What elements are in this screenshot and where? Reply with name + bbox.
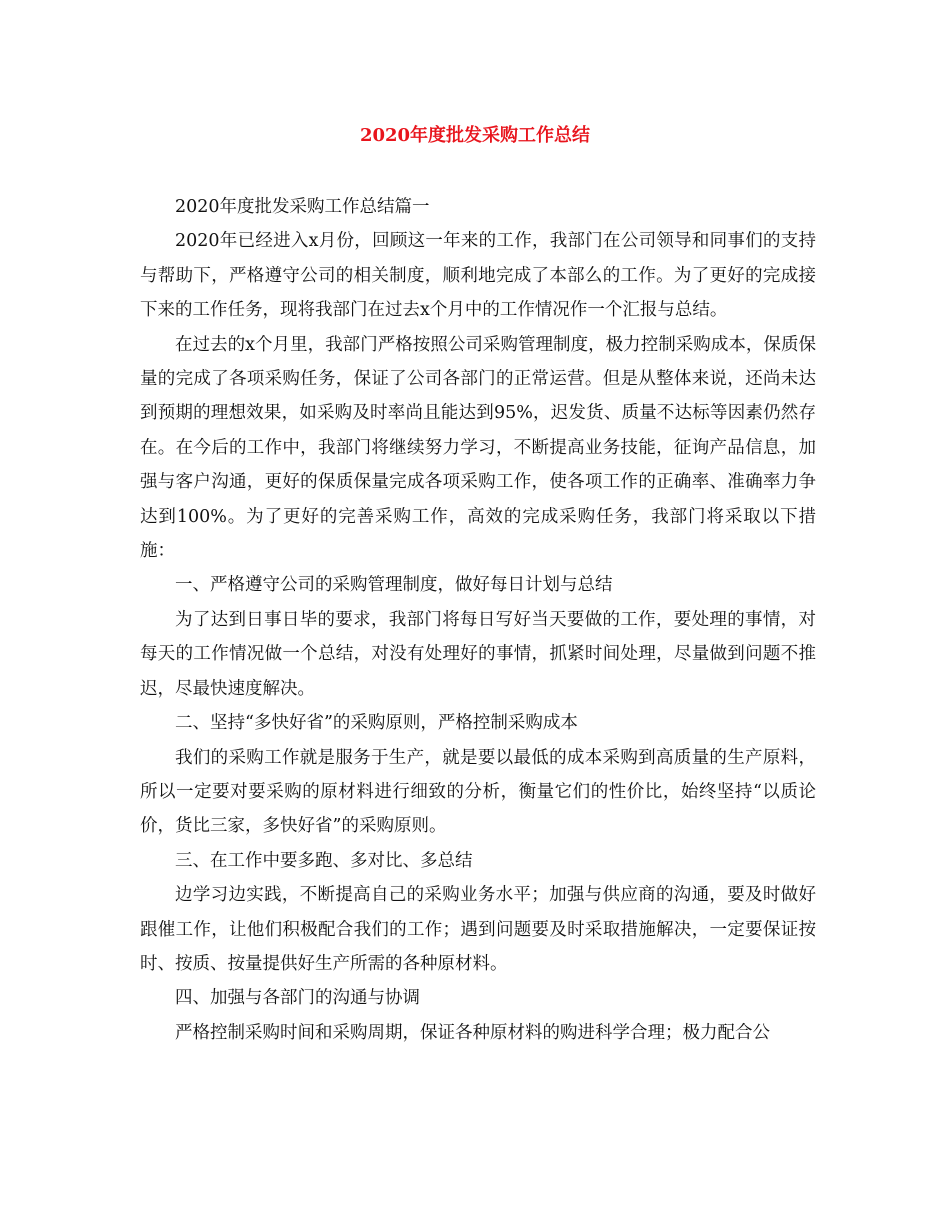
measure-heading: 一、严格遵守公司的采购管理制度，做好每日计划与总结 — [175, 575, 613, 596]
document-title: 2020年度批发采购工作总结 — [359, 125, 591, 146]
body-paragraph: 2020年已经进入x月份，回顾这一年来的工作，我部门在公司领导和同事们的支持与帮助下，严格遵守公司的相关制度，顺利地完成了本部么的工作。为了更好的完成接下来的工作任务，现将我部门在过去x个月中的工作情况作一个汇报与总结。 — [140, 231, 816, 321]
document-body — [140, 190, 816, 1050]
body-paragraph: 我们的采购工作就是服务于生产，就是要以最低的成本采购到高质量的生产原料，所以一定要对要采购的原材料进行细致的分析，衡量它们的性价比，始终坚持“以质论价，货比三家，多快好省”的采购原则。 — [140, 747, 816, 837]
body-paragraph: 在过去的x个月里，我部门严格按照公司采购管理制度，极力控制采购成本，保质保量的完成了各项采购任务，保证了公司各部门的正常运营。但是从整体来说，还尚未达到预期的理想效果，如采购及时率尚且能达到95%，迟发货、质量不达标等因素仍然存在。在今后的工作中，我部门将继续努力学习，不断提高业务技能，征询产品信息，加强与客户沟通，更好的保质保量完成各项采购工作，使各项工作的正确率、准确率力争达到100%。为了更好的完善采购工作，高效的完成采购任务，我部门将采取以下措施： — [140, 334, 816, 562]
measure-heading: 二、坚持“多快好省”的采购原则，严格控制采购成本 — [175, 713, 578, 734]
section-heading: 2020年度批发采购工作总结篇一 — [175, 197, 430, 217]
body-paragraph: 为了达到日事日毕的要求，我部门将每日写好当天要做的工作，要处理的事情，对每天的工作情况做一个总结，对没有处理好的事情，抓紧时间处理，尽量做到问题不推迟，尽最快速度解决。 — [140, 609, 816, 699]
body-paragraph: 严格控制采购时间和采购周期，保证各种原材料的购进科学合理；极力配合公 — [175, 1022, 770, 1043]
measure-heading: 三、在工作中要多跑、多对比、多总结 — [175, 850, 473, 871]
body-paragraph: 边学习边实践，不断提高自己的采购业务水平；加强与供应商的沟通，要及时做好跟催工作，让他们积极配合我们的工作；遇到问题要及时采取措施解决，一定要保证按时、按质、按量提供好生产所需的各种原材料。 — [140, 885, 816, 974]
measure-heading: 四、加强与各部门的沟通与协调 — [175, 988, 420, 1009]
